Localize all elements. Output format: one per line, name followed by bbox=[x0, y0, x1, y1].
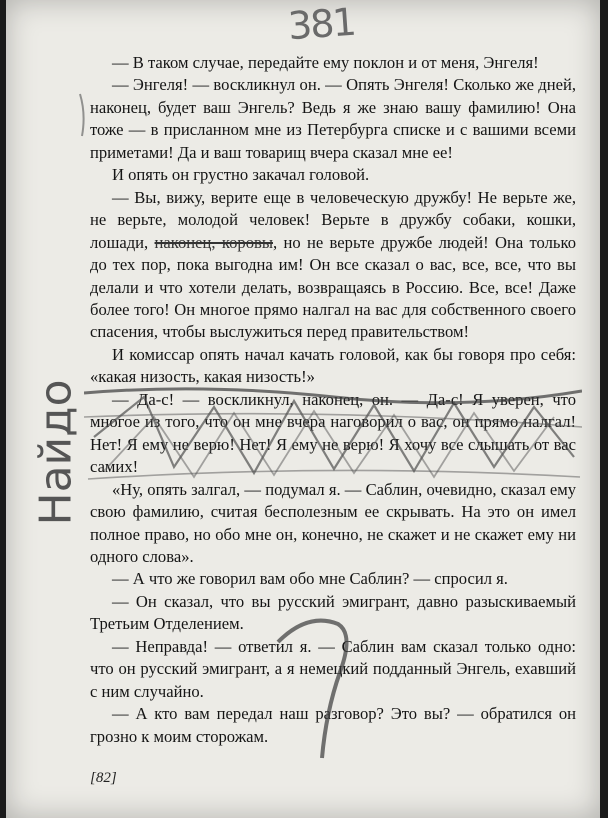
page-number: [82] bbox=[90, 770, 117, 786]
paragraph: — А что же говорил вам обо мне Саблин? — спросил я. bbox=[112, 569, 508, 589]
paragraph: — А кто вам передал наш разговор? Это вы? — обратился он грозно к моим сторожам. bbox=[90, 704, 576, 746]
paragraph: И опять он грустно закачал головой. bbox=[112, 165, 370, 185]
handwritten-margin-note: Найдо bbox=[30, 379, 82, 526]
paragraph: — Он сказал, что вы русский эмигрант, давно разыскиваемый Третьим Отделением. bbox=[90, 591, 576, 634]
paragraph: — Да-с! — воскликнул, наконец, он. — Да-с! Я уверен, что многое из того, что он мне вчера наговорил о вас, он прямо налгал! Нет! Я ему не верю! Нет! Я ему не верю! Я хочу все слышать от вас самих! bbox=[90, 389, 576, 477]
crossed-out-passage bbox=[90, 389, 576, 479]
paragraph-text: — Вы, вижу, верите еще в человеческую дружбу! Не верьте же, не верьте, молодой человек! Верьте в дружбу собаки, кошки, лошади, bbox=[90, 187, 576, 252]
archive-number: 381 bbox=[286, 0, 356, 49]
paragraph: — Неправда! — ответил я. — Саблин вам сказал только одно: что он русский эмигрант, а я немецкий подданный Энгель, ехавший с ним случайно. bbox=[90, 636, 576, 701]
struck-words: наконец, коровы bbox=[154, 232, 273, 252]
document-page bbox=[6, 0, 600, 818]
paragraph: И комиссар опять начал качать головой, как бы говоря про себя: «какая низость, какая низость!» bbox=[90, 344, 576, 387]
paragraph-text: , но не верьте дружбе людей! Она только до тех пор, пока выгодна им! Он все сказал о вас, все, все, что вы делали и что хотели делать, возвращаясь в Россию. Все, все! Даже более того! Он многое прямо налгал на вас для собственного своего спасения, чтобы выслужиться перед правительством! bbox=[90, 232, 576, 342]
paragraph: «Ну, опять залгал, — подумал я. — Саблин, очевидно, сказал ему свою фамилию, считая бесполезным ее скрывать. На это он имел полное право, но обо мне он, конечно, не скажет и не скажет ему ни одного слова». bbox=[90, 479, 576, 566]
paragraph: — Энгеля! — воскликнул он. — Опять Энгеля! Сколько же дней, наконец, будет ваш Энгель? Ведь я же знаю вашу фамилию! Она тоже — в присланном мне из Петербурга списке и с вашими всеми приметами! Да и ваш товарищ вчера сказал мне ее! bbox=[90, 75, 576, 162]
paragraph bbox=[90, 187, 576, 344]
paragraph: — В таком случае, передайте ему поклон и от меня, Энгеля! bbox=[112, 53, 539, 72]
body-text bbox=[90, 52, 576, 748]
